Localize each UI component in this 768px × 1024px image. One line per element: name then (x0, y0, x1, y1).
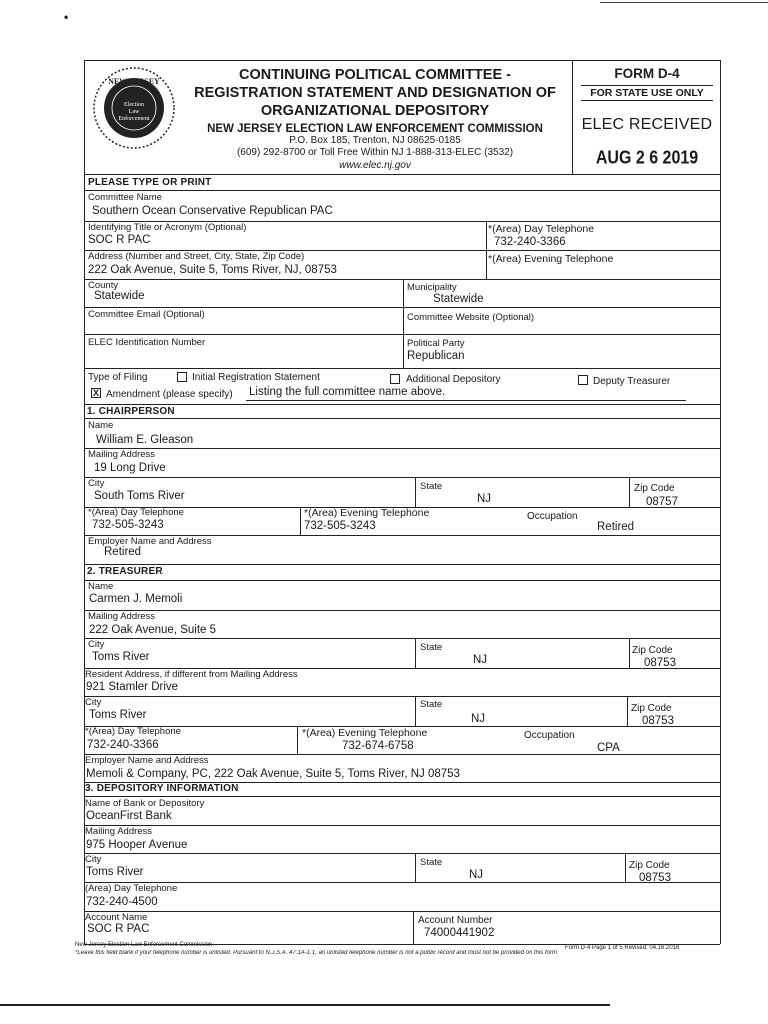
rule (415, 853, 416, 882)
bank-name-field[interactable]: OceanFirst Bank (86, 810, 172, 822)
bank-state-field[interactable]: NJ (469, 869, 484, 881)
acronym-label: Identifying Title or Acronym (Optional) (88, 222, 247, 233)
rule (627, 696, 628, 726)
treasurer-name-field[interactable]: Carmen J. Memoli (89, 593, 183, 605)
received-date-stamp: AUG 2 6 2019 (595, 148, 699, 169)
chair-occupation-field[interactable]: Retired (597, 521, 635, 533)
rule (84, 448, 720, 449)
form-number: FORM D-4 (614, 66, 680, 81)
rule (84, 580, 720, 581)
political-party-field[interactable]: Republican (407, 350, 465, 362)
rule (84, 911, 720, 912)
rule (84, 696, 720, 697)
chair-zip-field[interactable]: 08757 (646, 496, 678, 508)
agency-website: www.elec.nj.gov (339, 160, 411, 171)
bank-zip-field[interactable]: 08753 (639, 872, 671, 884)
rule (84, 404, 720, 405)
initial-registration-checkbox[interactable] (177, 372, 187, 382)
received-stamp: ELEC RECEIVED (581, 116, 713, 133)
municipality-field[interactable]: Statewide (433, 293, 484, 305)
bank-state-label: State (420, 857, 443, 868)
deputy-treasurer-label: Deputy Treasurer (593, 376, 671, 387)
rule (415, 696, 416, 726)
form-left-border (84, 60, 85, 944)
chair-zip-label: Zip Code (634, 483, 675, 494)
bank-mailing-field[interactable]: 975 Hooper Avenue (86, 839, 188, 851)
agency-name: NEW JERSEY ELECTION LAW ENFORCEMENT COMMISSION (207, 123, 543, 135)
chair-eve-phone-field[interactable]: 732-505-3243 (304, 520, 376, 532)
committee-address-label: Address (Number and Street, City, State, Zip Code) (88, 251, 305, 262)
treasurer-zip2-field[interactable]: 08753 (642, 715, 674, 727)
committee-name-label: Committee Name (88, 192, 162, 203)
amendment-specify-field[interactable]: Listing the full committee name above. (249, 386, 446, 398)
treasurer-day-phone-label: *(Area) Day Telephone (85, 726, 181, 737)
rule (629, 477, 630, 507)
state-use-only-label: FOR STATE USE ONLY (581, 85, 713, 101)
elec-seal-logo (92, 66, 176, 150)
chair-mailing-field[interactable]: 19 Long Drive (94, 462, 166, 474)
depository-heading: 3. DEPOSITORY INFORMATION (85, 783, 239, 794)
svg-text:Election: Election (124, 102, 144, 108)
county-label: County (88, 280, 119, 291)
rule (625, 853, 626, 882)
treasurer-city2-field[interactable]: Toms River (89, 709, 147, 721)
rule (403, 279, 404, 368)
rule (84, 638, 720, 639)
account-number-label: Account Number (418, 915, 493, 926)
rule (84, 477, 720, 478)
rule (629, 638, 630, 668)
chair-name-field[interactable]: William E. Gleason (96, 434, 194, 446)
rule (300, 507, 301, 535)
rule (84, 564, 720, 565)
footer-note: *Leave this field blank if your telephone number is unlisted. Pursuant to N.J.S.A. 47:1A-1.1, an unlisted telephone number is not a public record and must not be provided on this form (75, 950, 557, 956)
rule (84, 174, 720, 175)
treasurer-occupation-label: Occupation (524, 730, 575, 741)
treasurer-name-label: Name (88, 581, 114, 592)
rule (415, 638, 416, 668)
rule (297, 726, 298, 754)
rule (415, 477, 416, 507)
bank-name-label: Name of Bank or Depository (85, 798, 205, 809)
committee-name-field[interactable]: Southern Ocean Conservative Republican PAC (92, 205, 333, 217)
deputy-treasurer-checkbox[interactable] (578, 375, 588, 385)
scan-top-edge (600, 2, 768, 3)
treasurer-heading: 2. TREASURER (87, 566, 163, 577)
chair-eve-phone-label: *(Area) Evening Telephone (304, 507, 430, 519)
rule (84, 279, 720, 280)
bank-zip-label: Zip Code (629, 860, 670, 871)
treasurer-occupation-field[interactable]: CPA (597, 742, 620, 754)
state-use-box (572, 60, 721, 174)
filing-type-label: Type of Filing (88, 372, 148, 383)
svg-text:Enforcement: Enforcement (118, 116, 150, 122)
amendment-underline (246, 400, 686, 401)
chair-city-label: City (88, 478, 105, 489)
treasurer-eve-phone-field[interactable]: 732-674-6758 (342, 740, 414, 752)
chairperson-heading: 1. CHAIRPERSON (87, 406, 175, 417)
committee-day-phone-label: *(Area) Day Telephone (488, 223, 595, 235)
rule (84, 882, 720, 883)
bank-phone-field[interactable]: 732-240-4500 (86, 896, 158, 908)
treasurer-eve-phone-label: *(Area) Evening Telephone (302, 727, 428, 739)
rule (84, 334, 720, 335)
rule (84, 825, 720, 826)
treasurer-resident-label: Resident Address, if different from Mailing Address (85, 669, 298, 680)
rule (84, 796, 720, 797)
type-or-print-heading: PLEASE TYPE OR PRINT (88, 177, 212, 188)
treasurer-state-field[interactable]: NJ (473, 654, 488, 666)
chair-mailing-label: Mailing Address (88, 449, 156, 460)
rule (413, 911, 414, 944)
committee-day-phone-field[interactable]: 732-240-3366 (494, 236, 566, 248)
chair-state-label: State (420, 481, 443, 492)
amendment-checkbox[interactable]: X (92, 388, 99, 398)
rule (84, 307, 720, 308)
amendment-label: Amendment (please specify) (106, 389, 233, 400)
treasurer-city-field[interactable]: Toms River (92, 651, 150, 663)
county-field[interactable]: Statewide (94, 290, 145, 302)
svg-text:Law: Law (128, 109, 140, 115)
scan-mark: • (64, 10, 69, 24)
acronym-field[interactable]: SOC R PAC (88, 234, 151, 246)
rule (84, 418, 720, 419)
bank-phone-label: (Area) Day Telephone (85, 883, 178, 894)
form-title-line-3: ORGANIZATIONAL DEPOSITORY (260, 103, 490, 119)
account-number-field[interactable]: 74000441902 (424, 927, 495, 939)
chair-name-label: Name (88, 420, 114, 431)
svg-text:NEW JERSEY: NEW JERSEY (108, 77, 160, 86)
treasurer-mailing-label: Mailing Address (88, 611, 156, 622)
chair-occupation-label: Occupation (527, 511, 578, 522)
additional-depository-label: Additional Depository (406, 374, 501, 385)
committee-email-label: Committee Email (Optional) (88, 309, 205, 320)
form-title-line-1: CONTINUING POLITICAL COMMITTEE - (239, 67, 511, 83)
chair-employer-label: Employer Name and Address (88, 536, 212, 547)
treasurer-state-label: State (420, 642, 443, 653)
footer-agency: New Jersey Election Law Enforcement Commission (75, 942, 213, 948)
committee-eve-phone-label: *(Area) Evening Telephone (488, 253, 614, 265)
rule (84, 368, 720, 369)
treasurer-zip2-label: Zip Code (631, 703, 672, 714)
treasurer-city2-label: City (85, 697, 102, 708)
bank-mailing-label: Mailing Address (85, 826, 153, 837)
chair-day-phone-label: *(Area) Day Telephone (88, 507, 184, 518)
form-right-border (720, 60, 721, 944)
treasurer-state2-label: State (420, 699, 443, 710)
account-name-label: Account Name (85, 912, 148, 923)
chair-day-phone-field[interactable]: 732-505-3243 (92, 519, 164, 531)
political-party-label: Political Party (407, 338, 465, 349)
chair-city-field[interactable]: South Toms River (94, 490, 185, 502)
bank-city-field[interactable]: Toms River (86, 866, 144, 878)
treasurer-zip-field[interactable]: 08753 (644, 657, 676, 669)
bank-city-label: City (85, 854, 102, 865)
committee-address-field[interactable]: 222 Oak Avenue, Suite 5, Toms River, NJ, 08753 (88, 264, 337, 276)
account-name-field[interactable]: SOC R PAC (87, 923, 150, 935)
treasurer-city-label: City (88, 639, 105, 650)
chair-employer-field[interactable]: Retired (104, 546, 142, 558)
rule (84, 610, 720, 611)
committee-website-label: Committee Website (Optional) (407, 312, 535, 323)
treasurer-day-phone-field[interactable]: 732-240-3366 (87, 739, 159, 751)
treasurer-resident-field[interactable]: 921 Stamler Drive (86, 681, 179, 693)
chair-state-field[interactable]: NJ (477, 493, 492, 505)
agency-phone: (609) 292-8700 or Toll Free Within NJ 1-888-313-ELEC (3532) (236, 147, 514, 158)
rule (84, 190, 720, 191)
agency-address: P.O. Box 185, Trenton, NJ 08625-0185 (289, 135, 461, 146)
initial-registration-label: Initial Registration Statement (192, 372, 320, 383)
treasurer-employer-field[interactable]: Memoli & Company, PC, 222 Oak Avenue, Suite 5, Toms River, NJ 08753 (86, 768, 460, 780)
footer-page: Form D-4 Page 1 of 5 Revised: 04.16.2016 (565, 945, 680, 951)
treasurer-state2-field[interactable]: NJ (471, 713, 486, 725)
scan-bottom-edge (0, 1004, 610, 1006)
treasurer-mailing-field[interactable]: 222 Oak Avenue, Suite 5 (89, 624, 217, 636)
elec-id-label: ELEC Identification Number (88, 337, 206, 348)
form-top-border (84, 60, 720, 61)
municipality-label: Municipality (407, 282, 457, 293)
form-title-line-2: REGISTRATION STATEMENT AND DESIGNATION OF (194, 85, 556, 101)
treasurer-zip-label: Zip Code (632, 645, 673, 656)
additional-depository-checkbox[interactable] (390, 374, 400, 384)
treasurer-employer-label: Employer Name and Address (85, 755, 209, 766)
